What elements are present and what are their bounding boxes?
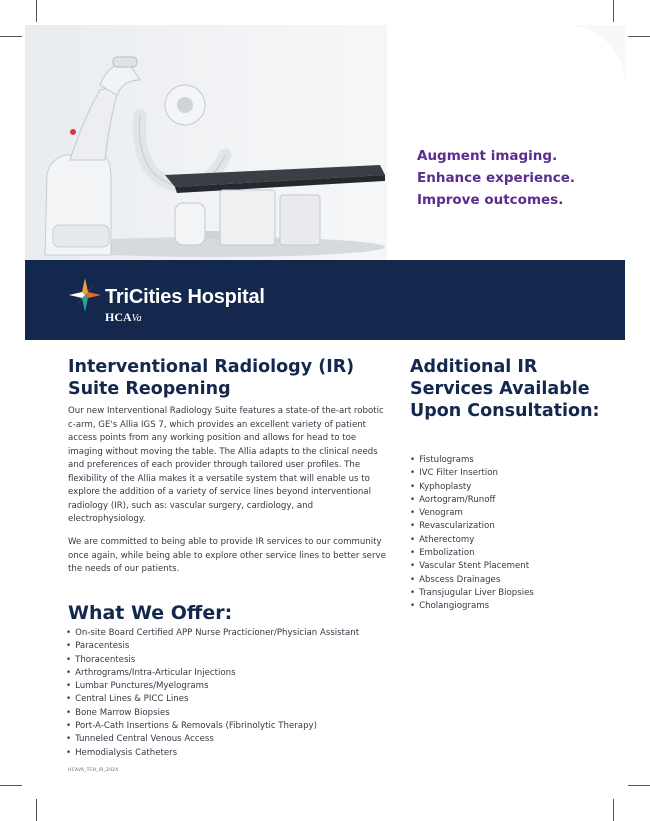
additional-services-heading: Additional IR Services Available Upon Consultation: bbox=[410, 357, 600, 421]
ir-suite-heading: Interventional Radiology (IR) Suite Reopening bbox=[68, 357, 355, 399]
list-item: • On-site Board Certified APP Nurse Practicioner/Physician Assistant bbox=[66, 627, 359, 640]
list-item: • Kyphoplasty bbox=[410, 481, 534, 494]
crop-mark bbox=[0, 36, 22, 37]
list-item: • Revascularization bbox=[410, 520, 534, 533]
crop-mark bbox=[36, 799, 37, 821]
list-item: • Bone Marrow Biopsies bbox=[66, 707, 359, 720]
c-arm-scanner-illustration bbox=[25, 25, 390, 260]
tagline-line: Augment imaging. bbox=[417, 148, 558, 164]
compass-star-logo bbox=[69, 278, 101, 312]
list-item: • Central Lines & PICC Lines bbox=[66, 693, 359, 706]
list-item: • Fistulograms bbox=[410, 454, 534, 467]
crop-mark bbox=[613, 799, 614, 821]
list-item: • Aortogram/Runoff bbox=[410, 494, 534, 507]
ir-suite-paragraph: Our new Interventional Radiology Suite features a state-of the-art robotic c-arm, GE's Allia IGS 7, which provides an excellent variety of patient access points from any working position and allows for head to toe imaging without moving the table. The Allia adapts to the clinical needs and preferences of each provider through tailored user profiles. The flexibility of the Allia makes it a versatile system that will enable us to explore the addition of a variety of service lines beyond interventional radiology (IR), such as: vascular surgery, cardiology, and electrophysiology. bbox=[68, 406, 384, 524]
list-item: • Abscess Drainages bbox=[410, 574, 534, 587]
ir-suite-paragraph: We are committed to being able to provide IR services to our community once again, while being able to explore other service lines to better serve the needs of our patients. bbox=[68, 537, 386, 574]
list-item: • Paracentesis bbox=[66, 640, 359, 653]
list-item: • Embolization bbox=[410, 547, 534, 560]
list-item: • IVC Filter Insertion bbox=[410, 467, 534, 480]
hospital-name: TriCities Hospital bbox=[105, 286, 265, 308]
brand-band bbox=[25, 260, 625, 340]
hero-text-panel bbox=[387, 25, 625, 260]
tagline-line: Improve outcomes. bbox=[417, 192, 564, 208]
list-item: • Thoracentesis bbox=[66, 654, 359, 667]
crop-mark bbox=[628, 36, 650, 37]
parent-brand-prefix: HCA bbox=[105, 310, 132, 324]
document-code: HCAVA_TCH_IR_2024 bbox=[68, 768, 119, 773]
additional-services-list bbox=[410, 454, 534, 614]
crop-mark bbox=[0, 785, 22, 786]
list-item: • Hemodialysis Catheters bbox=[66, 747, 359, 760]
list-item: • Atherectomy bbox=[410, 534, 534, 547]
offer-heading: What We Offer: bbox=[68, 602, 233, 624]
hero-banner bbox=[25, 25, 625, 260]
list-item: • Tunneled Central Venous Access bbox=[66, 733, 359, 746]
parent-brand bbox=[105, 310, 142, 325]
crop-mark bbox=[36, 0, 37, 22]
offer-list bbox=[66, 627, 359, 760]
tagline-line: Enhance experience. bbox=[417, 170, 576, 186]
crop-mark bbox=[613, 0, 614, 22]
list-item: • Arthrograms/Intra-Articular Injections bbox=[66, 667, 359, 680]
list-item: • Lumbar Punctures/Myelograms bbox=[66, 680, 359, 693]
list-item: • Transjugular Liver Biopsies bbox=[410, 587, 534, 600]
list-item: • Vascular Stent Placement bbox=[410, 560, 534, 573]
parent-brand-suffix: Va bbox=[131, 313, 142, 324]
list-item: • Port-A-Cath Insertions & Removals (Fibrinolytic Therapy) bbox=[66, 720, 359, 733]
list-item: • Venogram bbox=[410, 507, 534, 520]
list-item: • Cholangiograms bbox=[410, 600, 534, 613]
hero-tagline bbox=[417, 145, 575, 211]
crop-mark bbox=[628, 785, 650, 786]
